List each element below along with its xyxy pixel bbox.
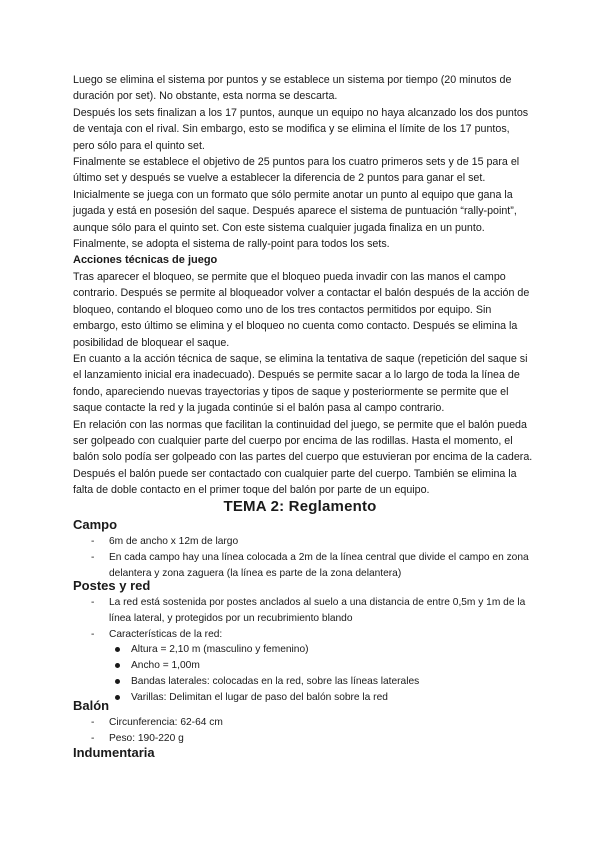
paragraph: Inicialmente se juega con un formato que sólo permite anotar un punto al equipo que gana la jugada y está en posesión del saque. Después aparece el sistema de puntuación “rally-point”, aunque sólo para el quinto set. Con este sistema cualquier jugada finaliza en un punto. Finalmente, se adopta el sistema de rally-point para todos los sets. <box>73 188 517 251</box>
paragraph: Después los sets finalizan a los 17 puntos, aunque un equipo no haya alcanzado los dos puntos de ventaja con el rival. Sin embargo, esto se modifica y se elimina el límite de los 17 puntos, pero sólo para el quinto set. <box>73 106 529 152</box>
paragraph: En cuanto a la acción técnica de saque, se elimina la tentativa de saque (repetición del saque si el lanzamiento inicial era inadecuado). Después se permite sacar a lo largo de toda la línea de fondo, apareciendo nuevas trayectorias y tipos de saque y posteriormente se permite que el saque contacte la red y la jugada continúe si el balón pasa al campo contrario. <box>73 352 528 415</box>
list-item: Bandas laterales: colocadas en la red, sobre las líneas laterales <box>73 674 533 690</box>
list-item: - En cada campo hay una línea colocada a 2m de la línea central que divide el campo en zona delantera y zona zaguera (la línea es parte de la zona delantera) <box>73 550 533 582</box>
list-item-label: Características de la red: <box>109 628 223 640</box>
postes-heading: Postes y red <box>73 578 151 593</box>
postes-section <box>73 577 533 706</box>
list-item: - Circunferencia: 62-64 cm <box>73 715 533 731</box>
balon-list <box>73 715 533 747</box>
paragraph: Luego se elimina el sistema por puntos y se establece un sistema por tiempo (20 minutos de duración por set). No obstante, esta norma se descarta. <box>73 74 512 103</box>
postes-list <box>73 595 533 642</box>
list-item: Ancho = 1,00m <box>73 658 533 674</box>
campo-list <box>73 534 533 581</box>
list-item: - Peso: 190-220 g <box>73 731 533 747</box>
indumentaria-section <box>73 744 533 762</box>
campo-heading: Campo <box>73 517 118 532</box>
list-item <box>73 627 533 643</box>
history-text <box>73 72 533 499</box>
list-item: - La red está sostenida por postes anclados al suelo a una distancia de entre 0,5m y 1m de la línea lateral, y protegidos por un recubrimiento blando <box>73 595 533 627</box>
list-item: - 6m de ancho x 12m de largo <box>73 534 533 550</box>
paragraph: Finalmente se establece el objetivo de 25 puntos para los cuatro primeros sets y de 15 para el último set y después se vuelve a establecer la diferencia de 2 puntos para ganar el set. <box>73 156 520 185</box>
balon-section <box>73 697 533 747</box>
list-item: Varillas: Delimitan el lugar de paso del balón sobre la red <box>73 690 533 706</box>
paragraph: Tras aparecer el bloqueo, se permite que el bloqueo pueda invadir con las manos el campo contrario. Después se permite al bloqueador volver a contactar el balón después de la acción de bloqueo, contando el bloqueo como uno de los tres contactos permitidos por equipo. Sin embargo, esto último se elimina y el bloqueo no cuenta como contacto. Después se elimina la posibilidad de bloquear el saque. <box>73 270 530 349</box>
tema-title: TEMA 2: Reglamento <box>223 498 377 515</box>
paragraph: En relación con las normas que facilitan la continuidad del juego, se permite que el balón pueda ser golpeado con cualquier parte del cuerpo por encima de las rodillas. Hasta el momento, el balón solo podía ser golpeado con las partes del cuerpo que estuvieran por encima de la cadera. Después el balón puede ser contactado con cualquier parte del cuerpo. También se elimina la falta de doble contacto en el primer toque del balón por parte de un equipo. <box>73 418 533 497</box>
indumentaria-heading: Indumentaria <box>73 745 155 760</box>
balon-heading: Balón <box>73 698 110 713</box>
campo-section <box>73 516 533 581</box>
acciones-heading: Acciones técnicas de juego <box>73 254 218 267</box>
list-item: Altura = 2,10 m (masculino y femenino) <box>73 642 533 658</box>
